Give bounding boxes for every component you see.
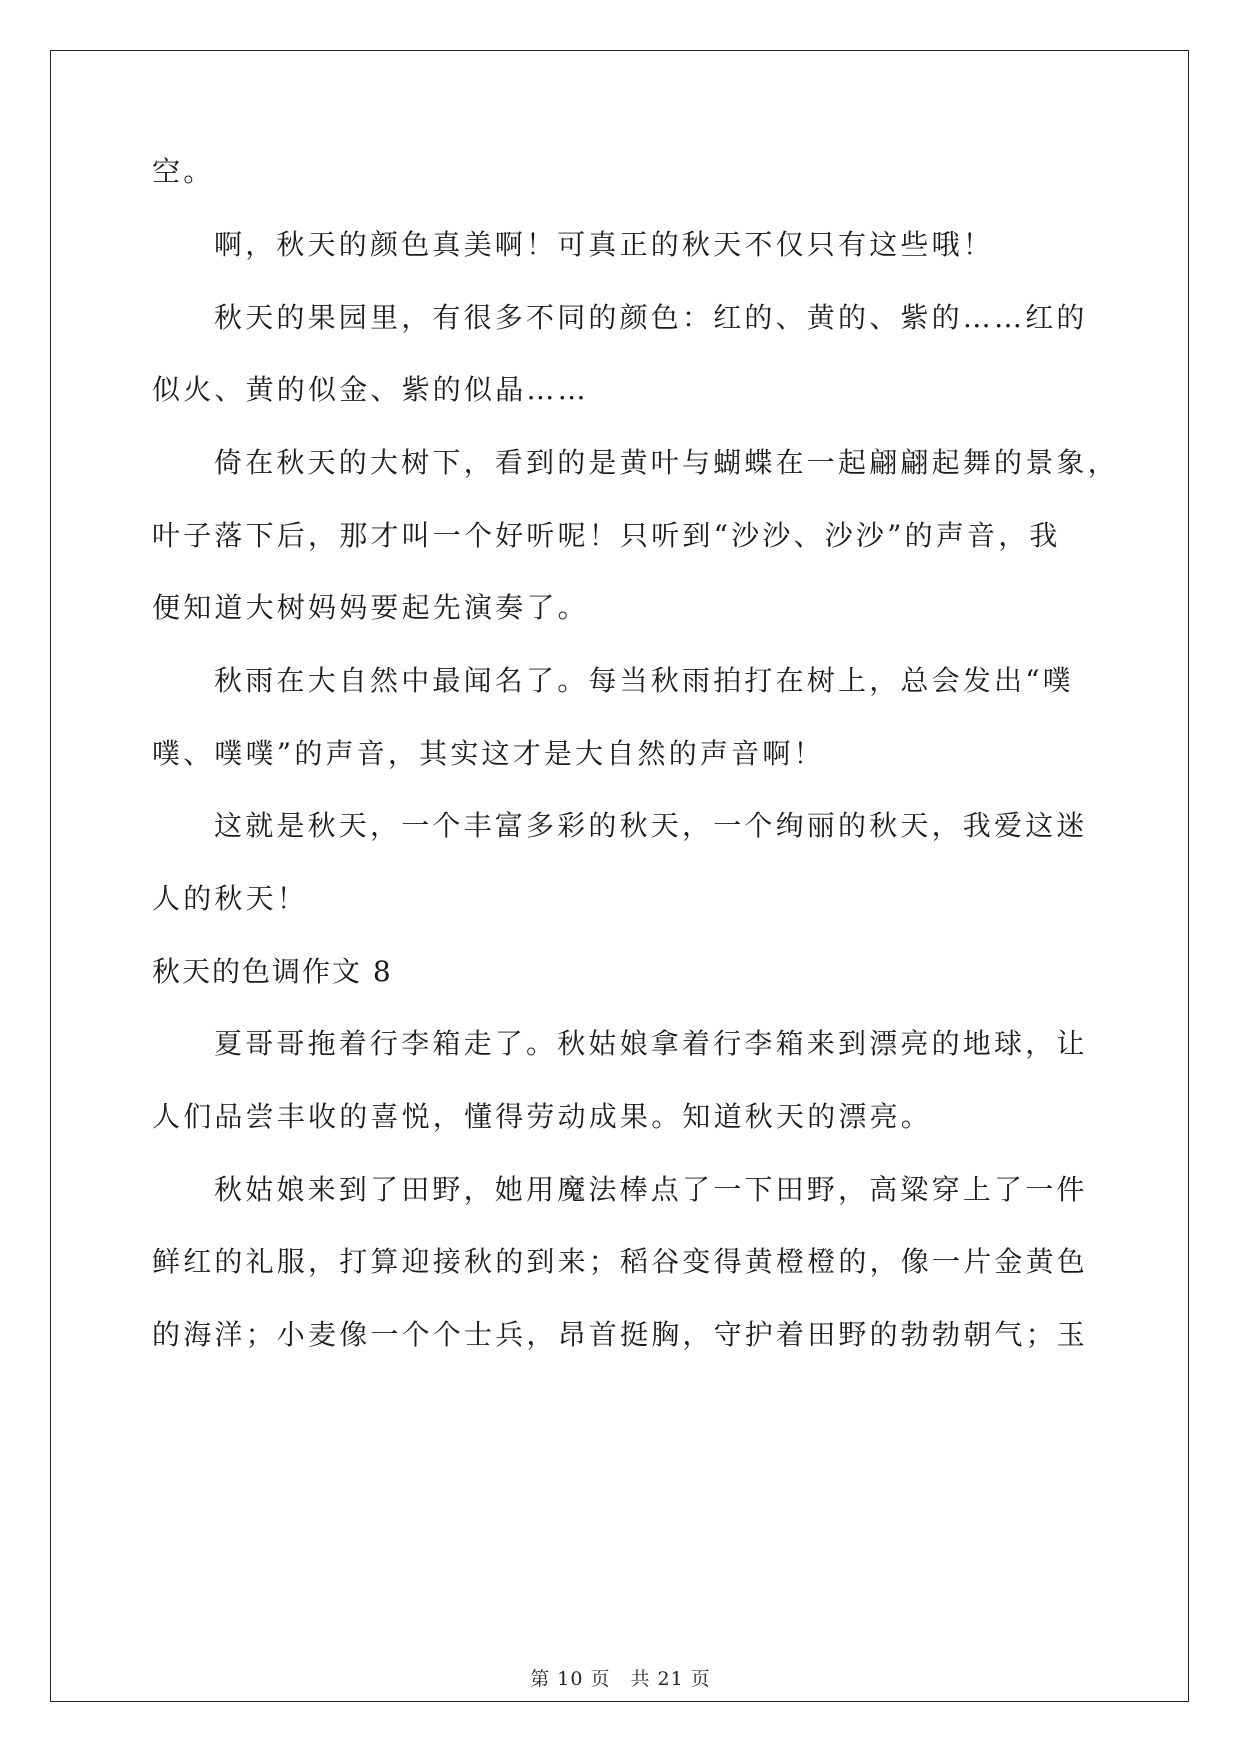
text-line: 空。 — [152, 155, 215, 188]
section-heading: 秋天的色调作文 8 — [152, 955, 393, 988]
text-line: 的海洋；小麦像一个个士兵，昂首挺胸，守护着田野的勃勃朝气；玉 — [152, 1318, 1089, 1351]
text-line: 似火、黄的似金、紫的似晶…… — [152, 373, 589, 406]
text-line: 倚在秋天的大树下，看到的是黄叶与蝴蝶在一起翩翩起舞的景象， — [214, 446, 1119, 479]
text-line: 啊，秋天的颜色真美啊！可真正的秋天不仅只有这些哦！ — [214, 228, 995, 261]
text-line: 鲜红的礼服，打算迎接秋的到来；稻谷变得黄橙橙的，像一片金黄色 — [152, 1245, 1089, 1278]
text-line: 叶子落下后，那才叫一个好听呢！只听到“沙沙、沙沙”的声音，我 — [152, 519, 1061, 552]
page-border — [50, 50, 1189, 1702]
text-line: 秋姑娘来到了田野，她用魔法棒点了一下田野，高粱穿上了一件 — [214, 1173, 1088, 1206]
text-line: 便知道大树妈妈要起先演奏了。 — [152, 591, 589, 624]
text-line: 秋天的果园里，有很多不同的颜色：红的、黄的、紫的……红的 — [214, 301, 1088, 334]
text-line: 噗、噗噗”的声音，其实这才是大自然的声音啊！ — [152, 737, 825, 770]
text-line: 人的秋天！ — [152, 882, 309, 915]
text-line: 人们品尝丰收的喜悦，懂得劳动成果。知道秋天的漂亮。 — [152, 1100, 933, 1133]
text-line: 夏哥哥拖着行李箱走了。秋姑娘拿着行李箱来到漂亮的地球，让 — [214, 1027, 1088, 1060]
page-number-footer: 第 10 页 共 21 页 — [530, 1668, 711, 1690]
text-line: 秋雨在大自然中最闻名了。每当秋雨拍打在树上，总会发出“噗 — [214, 664, 1074, 697]
text-line: 这就是秋天，一个丰富多彩的秋天，一个绚丽的秋天，我爱这迷 — [214, 809, 1088, 842]
